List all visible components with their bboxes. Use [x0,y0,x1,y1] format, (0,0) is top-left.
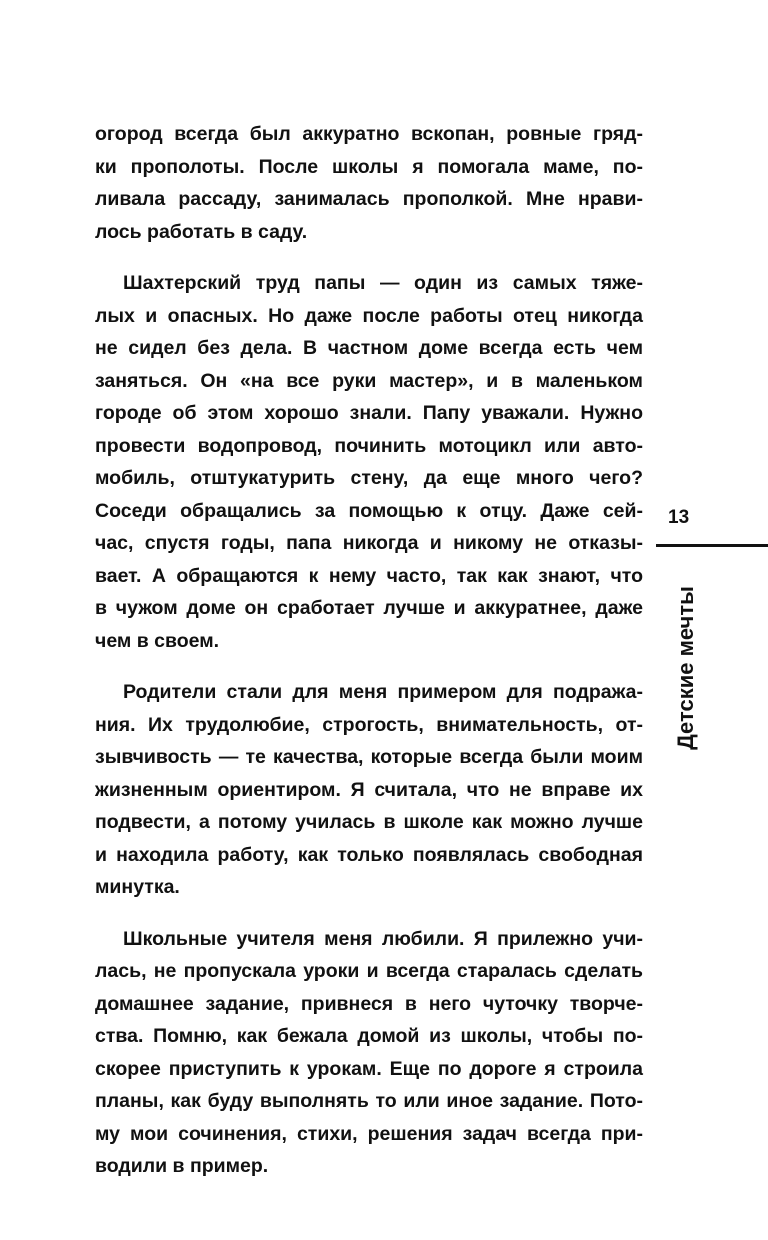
text-line: мобиль, отштукатурить стену, да еще много чего? [95,467,643,489]
text-line: час, спустя годы, папа никогда и никому не отказы- [95,532,643,554]
text-line: зывчивость — те качества, которые всегда были моим [95,746,643,768]
text-line: ства. Помню, как бежала домой из школы, чтобы по- [95,1025,643,1047]
text-line: Шахтерский труд папы — один из самых тяже- [123,272,643,294]
paragraph-2 [95,267,643,657]
text-line: провести водопровод, починить мотоцикл или авто- [95,434,643,457]
text-line: Родители стали для меня примером для подража- [123,681,643,703]
text-line: планы, как буду выполнять то или иное задание. Пото- [95,1090,643,1112]
paragraph-3 [95,676,643,904]
text-line: городе об этом хорошо знали. Папу уважали. Нужно [95,402,643,424]
text-line: Школьные учителя меня любили. Я прилежно учи- [123,927,643,950]
text-line: водили в пример. [95,1155,269,1177]
paragraph-1 [95,118,643,248]
text-line: не сидел без дела. В частном доме всегда есть чем [95,337,643,359]
body-text [95,118,643,1202]
text-line: ния. Их трудолюбие, строгость, внимательность, от- [95,713,643,736]
text-line: лась, не пропускала уроки и всегда старалась сделать [95,960,643,982]
margin-rule [656,544,768,547]
text-line: в чужом доме он сработает лучше и аккуратнее, даже [95,597,643,619]
text-line: жизненным ориентиром. Я считала, что не вправе их [95,778,643,801]
text-line: Соседи обращались за помощью к отцу. Даже сей- [95,499,643,522]
text-line: и находила работу, как только появлялась свободная [95,843,643,866]
text-line: чем в своем. [95,629,220,652]
running-title: Детские мечты [673,586,698,750]
text-line: лых и опасных. Но даже после работы отец никогда [95,304,643,327]
text-line: ливала рассаду, занималась прополкой. Мне нрави- [95,188,643,210]
text-line: лось работать в саду. [95,220,308,243]
text-line: домашнее задание, привнеся в него чуточку творче- [95,992,643,1015]
text-line: скорее приступить к урокам. Еще по дороге я строила [95,1057,643,1080]
text-line: ки прополоты. После школы я помогала маме, по- [95,155,643,178]
paragraph-4 [95,923,643,1183]
text-line: заняться. Он «на все руки мастер», и в маленьком [95,369,643,392]
text-line: огород всегда был аккуратно вскопан, ровные гряд- [95,123,643,145]
text-line: минутка. [95,876,180,898]
text-line: вает. А обращаются к нему часто, так как знают, что [95,564,643,587]
page-number: 13 [668,507,690,528]
text-line: му мои сочинения, стихи, решения задач всегда при- [95,1122,643,1145]
text-line: подвести, а потому училась в школе как можно лучше [95,811,643,833]
